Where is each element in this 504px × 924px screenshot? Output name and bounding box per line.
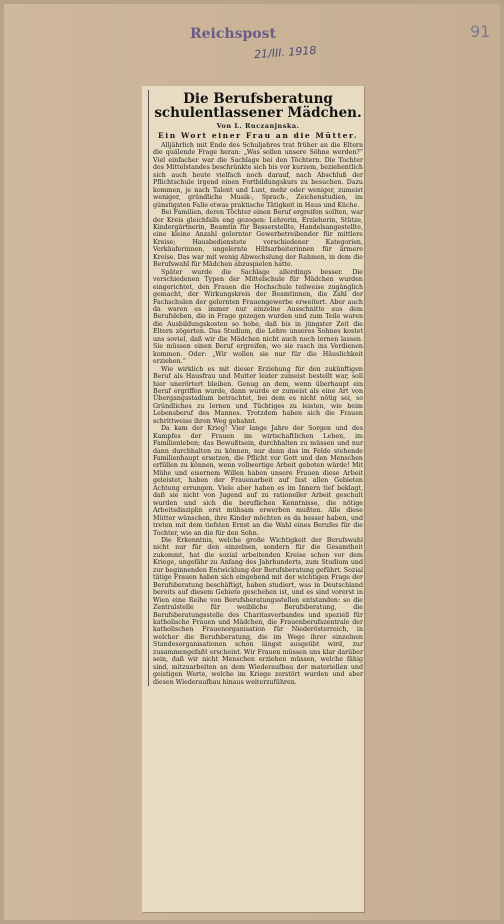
article-paragraph-1: Alljährlich mit Ende des Schuljahres trat früher an die Eltern die quälende Frage heran: „Was sollen unsere Söhne werden?“ Viel einfacher war die Sachlage bei den Töchtern. Die Tochter des Mittelstandes beschränkte sich bis vor kurzem, beziehentlich sich auch heute vielfach noch darauf, nach Abschluß der Pflichtschule irgend einen Fortbildungskurs zu besuchen. Dazu kommen, je nach Talent und Lust, mehr oder weniger, zumeist weniger, gründliche Musik-, Sprach-, Zeichenstudien, im günstigsten Falle etwas praktische Tätigkeit in Haus und Küche. — [153, 142, 363, 209]
handwritten-date: 21/III. 1918 — [253, 43, 317, 62]
archive-mount-sheet — [4, 4, 500, 920]
article-paragraph-5: Da kam der Krieg! Vier lange Jahre der Sorgen und des Kampfes der Frauen im wirtschaftlichen Leben, im Familienleben; das Bewußtsein, durchhalten zu müssen und nur dann durchhalten zu können, nur dann das im Felde stehende Familienhaupt ersetzen, die Pflicht vor Gott und den Menschen erfüllen zu können, wenn vollwertige Arbeit geboten würde! Mit Mühe und eisernem Willen haben unsere Frauen diese Arbeit geleistet, haben der Frauenarbeit auf fast allen Gebieten Achtung errungen. Viele aber haben es im Innern tief beklagt, daß sie nicht von Jugend auf zu rationeller Arbeit geschult wurden und sich die beruflichen Kenntnisse, die nötige Arbeitsdisziplin erst mühsam erwerben mußten. Alle diese Mütter wünschen, ihre Kinder möchten es da besser haben, und treten mit dem tiefsten Ernst an die Wahl eines Berufes für die Tochter, wie an die für den Sohn. — [153, 425, 363, 537]
newspaper-name-stamp: Reichspost — [190, 26, 276, 42]
article-headline: Die Berufsberatung schulentlassener Mädchen. — [154, 91, 362, 121]
article-paragraph-4: Wie wirklich es mit dieser Erziehung für den zukünftigen Beruf als Hausfrau und Mutter leider zumeist bestellt war, soll hier unerörtert bleiben. Genug an dem, wenn überhaupt ein Beruf ergriffen wurde, dann wurde er zumeist als eine Art von Übergangsstadium betrachtet, bei dem es nicht nötig sei, so Gründliches zu lernen und Tüchtiges zu leisten, wie beim Lebensberuf des Mannes. Trotzdem haben sich die Frauen schrittweise ihren Weg gebahnt. — [153, 365, 363, 425]
article-paragraph-6: Die Erkenntnis, welche große Wichtigkeit der Berufswahl nicht nur für den einzelnen, sondern für die Gesamtheit zukommt, hat die sozial arbeitenden Kreise schon vor dem Kriege, ungefähr zu Anfang des Jahrhunderts, zum Studium und zur beginnenden Entwicklung der Berufsberatung geführt. Sozial tätige Frauen haben sich eingehend mit der wichtigen Frage der Berufsberatung beschäftigt, haben studiert, was in Deutschland bereits auf diesem Gebiete geschehen ist, und es sind vorerst in Wien eine Reihe von Berufsberatungsstellen entstanden: so die Zentralstelle für weibliche Berufsberatung, die Berufsberatungsstelle des Charitasverbandes und speziell für katholische Frauen und Mädchen, die Frauenberufszentrale der katholischen Frauenorganisation für Niederösterreich, in welcher die Berufsberatung, die im Wege ihrer einzelnen Standesorganisationen schon längst ausgeübt wird, zur zusammengefaßt erscheint. Wir Frauen müssen uns klar darüber sein, daß wir nicht Menschen erziehen müssen, welche fähig sind, mitzuarbeiten an dem Wiederaufbau der materiellen und geistigen Werte, welche im Kriege zerstört wurden und aber diesen Wiederaufbau hinaus weiterzuführen. — [153, 537, 363, 686]
article-byline: Von L. Ruczanjnska. — [216, 122, 300, 130]
article-paragraph-3: Später wurde die Sachlage allerdings besser. Die verschiedenen Typen der Mittelschule für Mädchen wurden eingerichtet, den Frauen die Hochschule teilweise zugänglich gemacht, der Wirkungskreis der Beamtinnen, die Zahl der Fachschulen der gelernten Frauengewerbe erweitert. Aber auch da waren es immer nur einzelne Ausschnitte aus dem Berufsleben, die in Frage gezogen wurden und zum Teile waren die Ausbildungskosten so hohe, daß bis in jüngster Zeit die Eltern zögerten. Das Studium, die Lehre unseres Sohnes kostet uns soviel, daß wir die Mädchen nicht auch noch lernen lassen. Sie müssen einen Beruf ergreifen, wo sie rasch ins Verdienen kommen. Oder: „Wir wollen sie nur für die Häuslichkeit erziehen.“ — [153, 268, 363, 366]
article-paragraph-2: Bei Familien, deren Töchter einen Beruf ergreifen sollten, war der Kreis gleichfalls eng gezogen: Lehrerin, Erzieherin, Stütze, Kindergärtnerin, Beamtin für Besserstellte, Handelsangestellte, eine kleine Anzahl gelernter Gewerbetreibender für mittlere Kreise; Hausbedienstete verschiedener Kategorien, Verkäuferinnen, ungelernte Hilfsarbeiterinnen für ärmere Kreise. Das war mit wenig Abwechslung der Rahmen, in dem die Berufswahl für Mädchen abzuspielen hatte. — [153, 209, 363, 269]
article-column — [148, 90, 363, 686]
newspaper-clipping — [142, 86, 364, 912]
page-number: 91 — [470, 22, 491, 41]
article-subheadline: Ein Wort einer Frau an die Mütter. — [157, 131, 359, 140]
